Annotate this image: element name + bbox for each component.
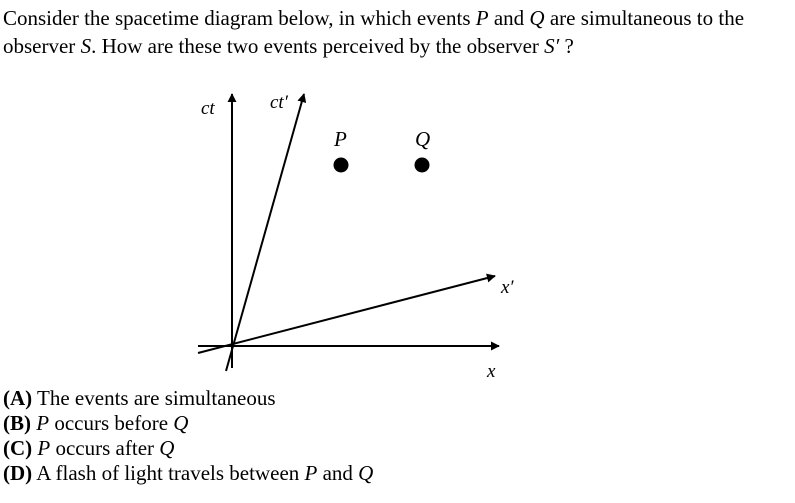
event-q-label: Q [415, 127, 431, 151]
question-text-segment: are simultaneous to the [544, 6, 745, 30]
event-symbol: Q [173, 411, 189, 435]
answer-choices [3, 386, 373, 486]
choice-letter: (B) [3, 411, 31, 435]
question-text-segment: . How are these two events perceived by the observer [91, 34, 545, 58]
choice-text: The events are simultaneous [32, 386, 276, 410]
question-text-segment: ? [559, 34, 574, 58]
choice-letter: (A) [3, 386, 33, 410]
x-axis-label: x [487, 361, 496, 382]
event-symbol: P [37, 436, 51, 460]
choice-text: A flash of light travels between [32, 461, 305, 485]
question-text-segment: Consider the spacetime diagram below, in which events [3, 6, 476, 30]
answer-choice [3, 411, 373, 436]
choice-letter: (D) [3, 461, 33, 485]
question-text-segment: and [488, 6, 530, 30]
choice-text: and [317, 461, 359, 485]
event-symbol: Q [159, 436, 175, 460]
event-p-label: P [334, 127, 347, 151]
answer-choice [3, 386, 373, 411]
answer-choice [3, 436, 373, 461]
observer-s-symbol: S [80, 34, 92, 58]
answer-choice [3, 461, 373, 486]
choice-text: occurs before [49, 411, 174, 435]
choice-text: occurs after [50, 436, 160, 460]
event-q-dot [415, 158, 430, 173]
event-symbol: Q [358, 461, 374, 485]
ct-axis-label: ct [201, 98, 215, 119]
event-symbol: P [304, 461, 318, 485]
question-text-segment: observer [3, 34, 81, 58]
observer-s-prime-symbol: S′ [544, 34, 560, 58]
event-q-symbol: Q [529, 6, 545, 30]
event-symbol: P [36, 411, 50, 435]
x-prime-axis-label: x′ [501, 277, 514, 298]
choice-letter: (C) [3, 436, 33, 460]
event-p-dot [334, 158, 349, 173]
ct-prime-axis-label: ct′ [270, 92, 288, 113]
event-p-symbol: P [475, 6, 489, 30]
